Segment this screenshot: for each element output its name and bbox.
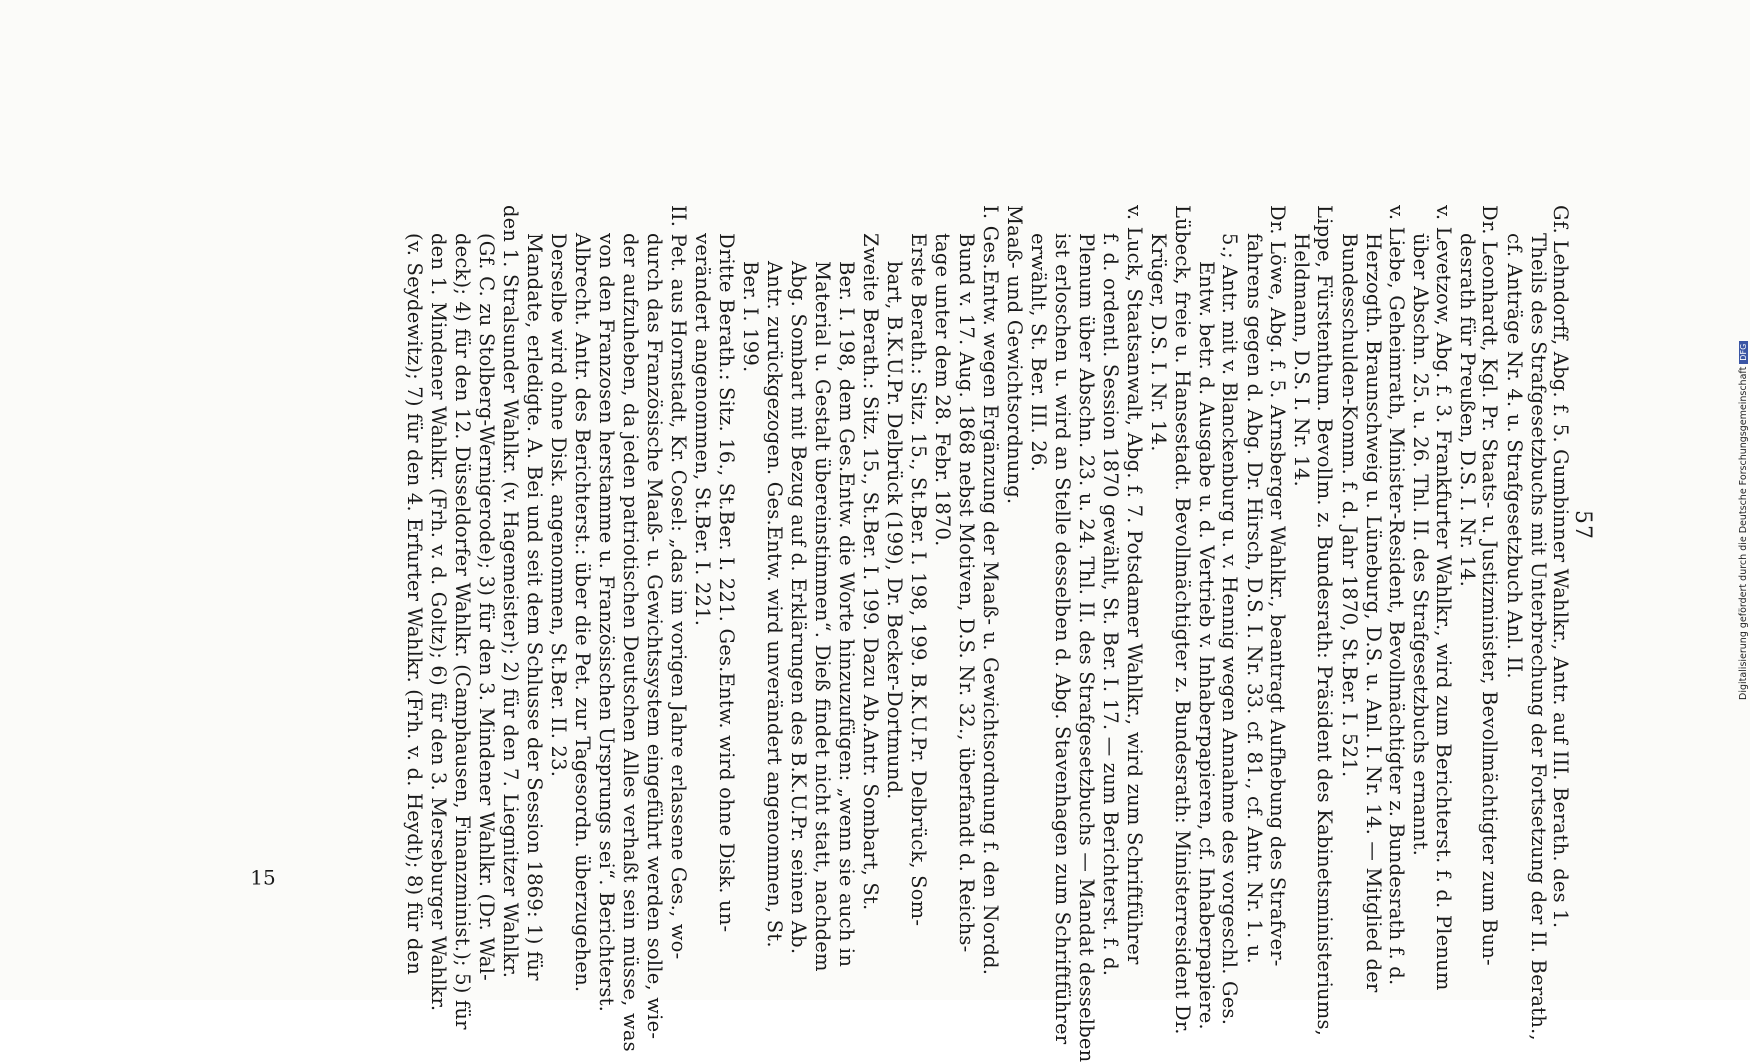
text-line: desrath für Preußen, D.S. I. Nr. 14. [1456, 233, 1479, 588]
text-line: (Gf. C. zu Stolberg-Wernigerode); 3) für den 3. Mindener Wahlkr. (Dr. Wal- [475, 233, 498, 981]
text-line: bart, B.K.U.Pr. Delbrück (199), Dr. Becker-Dortmund. [883, 261, 906, 800]
text-line: Lübeck, freie u. Hansestadt. Bevollmächtigter z. Bundesrath: Ministerresident Dr. [1171, 205, 1194, 1035]
text-line: der aufzuheben, da jeden patriotischen Deutschen Alles verhaßt sein müsse, was [619, 233, 642, 1052]
text-line: Krüger, D.S. I. Nr. 14. [1147, 233, 1170, 452]
text-line: Erste Berath.: Sitz. 15., St.Ber. I. 198, 199. B.K.U.Pr. Delbrück, Som- [907, 233, 930, 927]
page-number: 57 [1570, 510, 1595, 540]
text-line: Zweite Berath.: Sitz. 15., St.Ber. I. 199. Dazu Ab.Antr. Sombart, St. [859, 233, 882, 911]
text-line: v. Levetzow, Abg. f. 3. Frankfurter Wahlkr., wird zum Berichterst. f. d. Plenum [1432, 205, 1455, 991]
text-line: durch das Französische Maaß- u. Gewichtssystem eingeführt werden solle, wie- [643, 233, 666, 1040]
text-line: ist erloschen u. wird an Stelle desselben d. Abg. Stavenhagen zum Schriftführer [1051, 233, 1074, 1045]
text-line: Bund v. 17. Aug. 1868 nebst Motiven, D.S. Nr. 32., überfandt d. Reichs- [955, 233, 978, 953]
text-line: von den Franzosen herstamme u. Französischen Ursprungs sei“. Berichterst. [595, 233, 618, 1013]
text-line: erwählt, St. Ber. III. 26. [1027, 233, 1050, 472]
text-line: deck); 4) für den 12. Düsseldorfer Wahlkr. (Camphausen, Finanzminist.); 5) für [451, 233, 474, 1030]
text-line: Dritte Berath.: Sitz. 16., St.Ber. I. 221. Ges.Entw. wird ohne Disk. un- [715, 233, 738, 933]
text-line: I. Ges.Entw. wegen Ergänzung der Maaß- u. Gewichtsordnung f. den Nordd. [979, 205, 1002, 976]
text-line: 5.; Antr. mit v. Blanckenburg u. v. Hennig wegen Annahme des vorgeschl. Ges. [1218, 233, 1241, 1026]
text-line: cf. Anträge Nr. 4. u. Strafgesetzbuch Anl. II. [1503, 233, 1526, 679]
text-line: Bundesschulden-Komm. f. d. Jahr 1870, St.Ber. I. 521. [1338, 233, 1361, 778]
text-line: tage unter dem 28. Febr. 1870. [931, 233, 954, 547]
dfg-logo: DFG [1739, 341, 1748, 364]
text-line: Albrecht. Antr. des Berichterst.: über die Pet. zur Tagesordn. überzugehen. [571, 233, 594, 993]
text-line: fahrens gegen d. Abg. Dr. Hirsch, D.S. I. Nr. 33. cf. 81., cf. Antr. Nr. 1. u. [1243, 233, 1266, 964]
text-line: Theils des Strafgesetzbuchs mit Unterbrechung der Fortsetzung der II. Berath., [1527, 233, 1550, 1041]
text-line: Herzogth. Braunschweig u. Lüneburg, D.S. u. Anl. I. Nr. 14. — Mitglied der [1362, 233, 1385, 993]
text-line: f. d. ordentl. Session 1870 gewählt, St. Ber. I. 17. — zum Berichterst. f. d. [1099, 233, 1122, 977]
text-line: Entw. betr. d. Ausgabe u. d. Vertrieb v. Inhaberpapieren, cf. Inhaberpapiere. [1195, 261, 1218, 1030]
text-line: den 1. Stralsunder Wahlkr. (v. Hagemeister); 2) für den 7. Liegnitzer Wahlkr. [499, 205, 522, 979]
digitization-credit [1738, 341, 1749, 700]
credit-text: Digitalisierung gefördert durch die Deutsche Forschungsgemeinschaft [1738, 366, 1749, 700]
text-line: Derselbe wird ohne Disk. angenommen, St.Ber. II. 23. [547, 233, 570, 778]
text-line: Heldmann, D.S. I. Nr. 14. [1290, 233, 1313, 487]
text-line: Material u. Gestalt übereinstimmen“. Dieß findet nicht statt, nachdem [811, 261, 834, 972]
text-line: v. Luck, Staatsanwalt, Abg. f. 7. Potsdamer Wahlkr., wird zum Schriftführer [1123, 205, 1146, 965]
text-line: Maaß- und Gewichtsordnung. [1003, 205, 1026, 505]
text-line: II. Pet. aus Hornstadt, Kr. Cosel: „das im vorigen Jahre erlassene Ges., wo- [667, 205, 690, 960]
text-line: Lippe, Fürstenthum. Bevollm. z. Bundesrath: Präsident des Kabinetsministeriums, [1313, 205, 1336, 1037]
text-line: Plenum über Abschn. 23. u. 24. Thl. II. des Strafgesetzbuchs — Mandat desselben [1075, 233, 1098, 1062]
text-line: Mandate, erledigte. A. Bei und seit dem Schlusse der Session 1869: 1) für [523, 233, 546, 981]
text-line: v. Liebe, Geheimrath, Minister-Resident, Bevollmächtigter z. Bundesrath f. d. [1385, 205, 1408, 986]
signature-number: 15 [250, 865, 276, 890]
text-line: über Abschn. 25. u. 26. Thl. II. des Strafgesetzbuchs ernannt. [1409, 233, 1432, 857]
text-line: Ber. I. 199. [739, 261, 762, 373]
text-line: (v. Seydewitz); 7) für den 4. Erfurter Wahlkr. (Frh. v. d. Heydt); 8) für den [403, 233, 426, 976]
text-line: Abg. Sombart mit Bezug auf d. Erklärungen des B.K.U.Pr. seinen Ab. [787, 261, 810, 955]
text-line: Dr. Löwe, Abg. f. 5. Arnsberger Wahlkr., beantragt Aufhebung des Strafver- [1266, 205, 1289, 967]
text-line: Antr. zurückgezogen. Ges.Entw. wird unverändert angenommen, St. [763, 261, 786, 948]
rotated-page [65, 165, 1595, 1062]
text-line: Gf. Lehndorff, Abg. f. 5. Gumbinner Wahlkr., Antr. auf III. Berath. des 1. [1549, 205, 1572, 929]
text-line: verändert angenommen, St.Ber. I. 221. [691, 233, 714, 627]
text-line: den 1. Mindener Wahlkr. (Frh. v. d. Goltz); 6) für den 3. Merseburger Wahlkr. [427, 233, 450, 1012]
text-line: Dr. Leonhardt, Kgl. Pr. Staats- u. Justizminister, Bevollmächtigter zum Bun- [1478, 205, 1501, 966]
text-line: Ber. I. 198, dem Ges.Entw. die Worte hinzuzufügen: „wenn sie auch in [835, 261, 858, 968]
